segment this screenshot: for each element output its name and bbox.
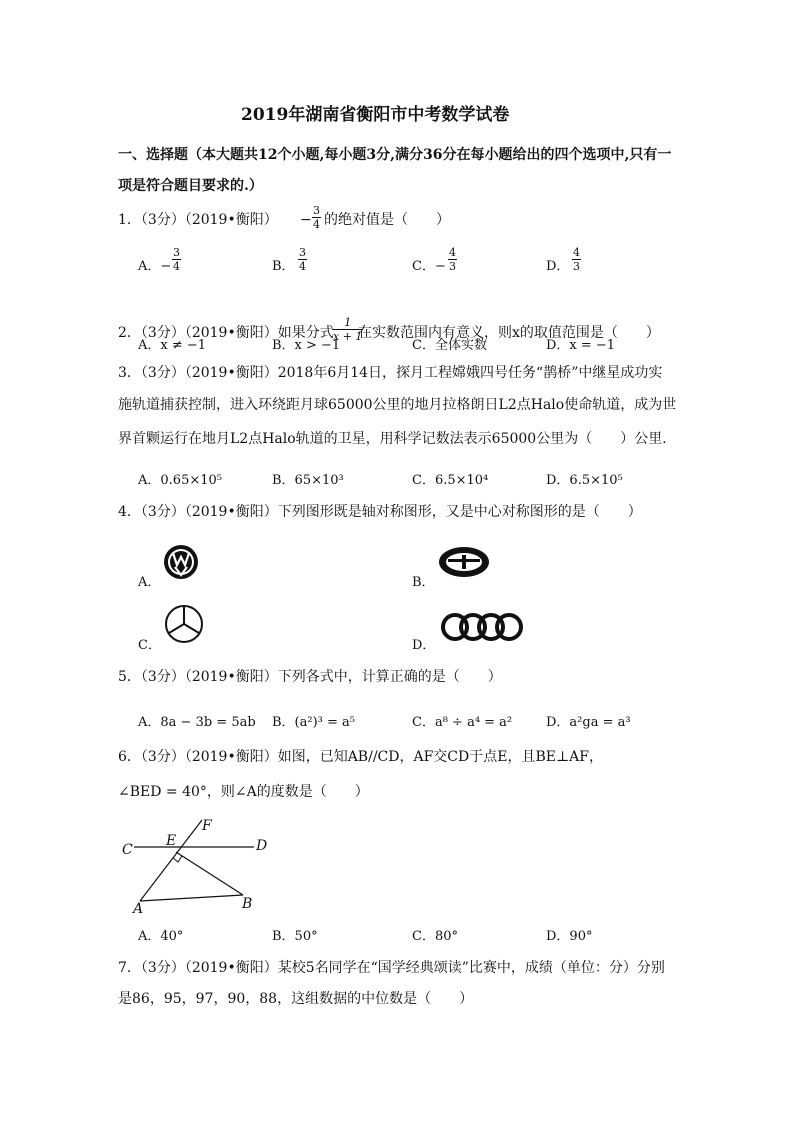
section-heading-line1: 一、选择题（本大题共12个小题,每小题3分,满分36分在每小题给出的四个选项中,只有一 <box>118 147 672 163</box>
q2-fraction-den: x + 1 <box>333 330 363 343</box>
section-heading-line2: 项是符合题目要求的.） <box>118 178 263 194</box>
q1-option-b-label: B． <box>272 259 295 274</box>
q1-option-a-fraction <box>172 246 181 273</box>
q1-option-c-fraction <box>448 246 457 273</box>
q6-label-e: E <box>166 833 177 849</box>
q3-option-b: B．65×10³ <box>272 473 344 488</box>
q1-option-b-den: 4 <box>299 260 306 273</box>
q2-suffix: 在实数范围内有意义，则x的取值范围是（ ） <box>358 325 660 341</box>
q6-label-d: D <box>256 838 268 854</box>
q1-option-c-sign: − <box>434 259 446 274</box>
q6-option-b: B．50° <box>272 929 318 944</box>
q1-option-b-num: 3 <box>299 246 306 259</box>
page-title: 2019年湖南省衡阳市中考数学试卷 <box>241 105 510 125</box>
q1-option-a-den: 4 <box>173 260 180 273</box>
q1-option-d-num: 4 <box>573 246 580 259</box>
q3-line2: 施轨道捕获控制，进入环绕距月球65000公里的地月拉格朗日L2点Halo使命轨道，成为世 <box>118 397 677 413</box>
q2-prefix: 2．（3分）（2019•衡阳）如果分式 <box>118 325 334 341</box>
q1-option-c-num: 4 <box>449 246 456 259</box>
q1-suffix: 的绝对值是（ ） <box>324 212 450 228</box>
q1-option-a <box>138 255 171 274</box>
q2-option-c: C．全体实数 <box>412 338 487 353</box>
q6-label-b: B <box>242 896 253 912</box>
q5-option-b: B．(a²)³ = a⁵ <box>272 715 355 730</box>
q1-prefix: 1．（3分）（2019•衡阳） <box>118 212 278 228</box>
q1-fraction-num: 3 <box>313 204 320 217</box>
q1-option-d-fraction <box>572 246 581 273</box>
q5-option-a: A．8a − 3b = 5ab <box>138 715 256 730</box>
q1-option-a-label: A． <box>138 259 161 274</box>
faw-logo-icon <box>438 546 490 578</box>
q1-fraction <box>312 204 321 231</box>
q1-option-c-label: C． <box>412 259 435 274</box>
q6-option-c: C．80° <box>412 929 458 944</box>
q4-option-d-label: D． <box>412 638 436 653</box>
q7-line2: 是86，95，97，90，88，这组数据的中位数是（ ） <box>118 991 474 1007</box>
q4-option-c-label: C． <box>138 638 161 653</box>
q1-option-c <box>412 255 446 274</box>
q3-line3: 界首颗运行在地月L2点Halo轨道的卫星，用科学记数法表示65000公里为（ ）公里． <box>118 431 677 447</box>
q5-option-d: D．a²ga = a³ <box>546 715 631 730</box>
q2-option-a: A．x ≠ −1 <box>138 338 207 353</box>
q1-option-c-den: 3 <box>449 260 456 273</box>
q6-option-a: A．40° <box>138 929 184 944</box>
q6-label-f: F <box>202 818 212 834</box>
q1-option-b <box>272 255 295 274</box>
q7-line1: 7．（3分）（2019•衡阳）某校5名同学在“国学经典颂读”比赛中，成绩（单位：分）分别 <box>118 960 665 976</box>
q6-line2: ∠BED = 40°，则∠A的度数是（ ） <box>118 784 369 800</box>
q1-fraction-den: 4 <box>313 218 320 231</box>
q2-fraction-num: 1 <box>332 316 363 330</box>
q4-stem: 4．（3分）（2019•衡阳）下列图形既是轴对称图形，又是中心对称图形的是（ ） <box>118 504 642 520</box>
q4-option-a-label: A． <box>138 575 161 590</box>
q1-minus: − <box>300 212 312 228</box>
q1-option-b-fraction <box>298 246 307 273</box>
q5-stem: 5．（3分）（2019•衡阳）下列各式中，计算正确的是（ ） <box>118 669 502 685</box>
q2-option-b: B．x > −1 <box>272 338 341 353</box>
q4-option-b-label: B． <box>412 575 435 590</box>
q3-option-d: D．6.5×10⁵ <box>546 473 623 488</box>
q6-line1: 6．（3分）（2019•衡阳）如图，已知AB//CD，AF交CD于点E，且BE⊥AF， <box>118 749 603 765</box>
volkswagen-logo-icon <box>162 543 200 581</box>
q1-option-d-label: D． <box>546 259 570 274</box>
q3-option-c: C．6.5×10⁴ <box>412 473 489 488</box>
q6-label-c: C <box>122 842 133 858</box>
q2-option-d: D．x = −1 <box>546 338 616 353</box>
audi-logo-icon <box>440 611 524 643</box>
q5-option-c: C．a⁸ ÷ a⁴ = a² <box>412 715 513 730</box>
q3-line1: 3．（3分）（2019•衡阳）2018年6月14日，探月工程嫦娥四号任务“鹊桥”中继星成功实 <box>118 365 663 381</box>
q6-label-a: A <box>133 901 144 917</box>
mercedes-logo-icon <box>164 604 204 644</box>
q6-option-d: D．90° <box>546 929 593 944</box>
q1-option-d-den: 3 <box>573 260 580 273</box>
q1-option-d <box>546 255 569 274</box>
q1-option-a-num: 3 <box>173 246 180 259</box>
q3-option-a: A．0.65×10⁵ <box>138 473 222 488</box>
q1-option-a-sign: − <box>160 259 172 274</box>
